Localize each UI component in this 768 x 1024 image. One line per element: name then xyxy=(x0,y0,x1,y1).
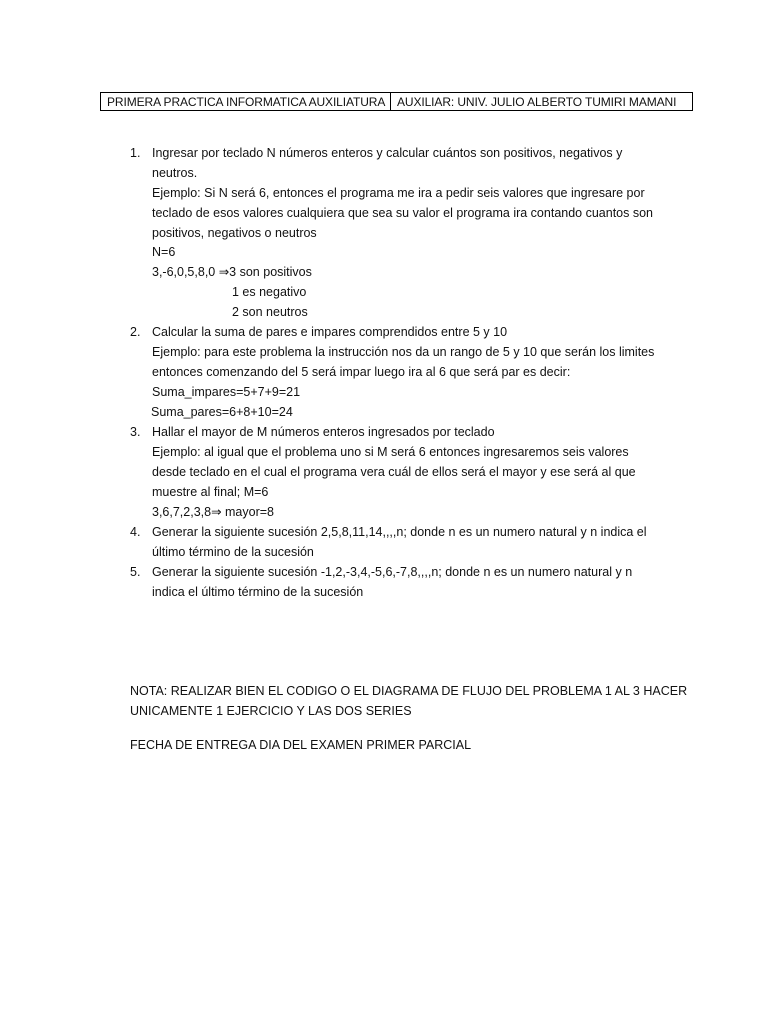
problem-line: N=6 xyxy=(152,245,176,259)
deadline-note: FECHA DE ENTREGA DIA DEL EXAMEN PRIMER PARCIAL xyxy=(130,738,472,752)
problem-number: 5. xyxy=(130,565,141,579)
problem-line: 1 es negativo xyxy=(232,285,307,299)
problem-line: Ejemplo: al igual que el problema uno si M será 6 entonces ingresaremos seis valores xyxy=(152,445,629,459)
problem-line: positivos, negativos o neutros xyxy=(152,226,317,240)
problem-line: Hallar el mayor de M números enteros ingresados por teclado xyxy=(152,425,495,439)
problem-line: desde teclado en el cual el programa vera cuál de ellos será el mayor y ese será al que xyxy=(152,465,636,479)
problem-line: indica el último término de la sucesión xyxy=(152,585,364,599)
course-title: PRIMERA PRACTICA INFORMATICA AUXILIATURA xyxy=(101,93,391,111)
problem-line: 3,6,7,2,3,8⇒ mayor=8 xyxy=(152,505,275,519)
problem-line: Ingresar por teclado N números enteros y calcular cuántos son positivos, negativos y xyxy=(152,146,623,160)
problem-line: neutros. xyxy=(152,166,198,180)
problem-number: 4. xyxy=(130,525,141,539)
problem-line: entonces comenzando del 5 será impar luego ira al 6 que será par es decir: xyxy=(152,365,571,379)
problem-line: 2 son neutros xyxy=(232,305,308,319)
problem-line: muestre al final; M=6 xyxy=(152,485,269,499)
header-row xyxy=(101,93,693,111)
problem-line: Suma_pares=6+8+10=24 xyxy=(151,405,293,419)
problem-number: 2. xyxy=(130,325,141,339)
problem-line: Generar la siguiente sucesión 2,5,8,11,14,,,,n; donde n es un numero natural y n indica el xyxy=(152,525,647,539)
problem-line: último término de la sucesión xyxy=(152,545,314,559)
header-table xyxy=(100,92,693,111)
problem-line: teclado de esos valores cualquiera que sea su valor el programa ira contando cuantos son xyxy=(152,206,654,220)
note-line-2: UNICAMENTE 1 EJERCICIO Y LAS DOS SERIES xyxy=(130,704,412,718)
problem-line: Ejemplo: Si N será 6, entonces el programa me ira a pedir seis valores que ingresare por xyxy=(152,186,645,200)
auxiliar-name: AUXILIAR: UNIV. JULIO ALBERTO TUMIRI MAMANI xyxy=(391,93,693,111)
problem-number: 3. xyxy=(130,425,141,439)
problem-line: Suma_impares=5+7+9=21 xyxy=(152,385,301,399)
problem-line: Calcular la suma de pares e impares comprendidos entre 5 y 10 xyxy=(152,325,508,339)
note-line-1: NOTA: REALIZAR BIEN EL CODIGO O EL DIAGRAMA DE FLUJO DEL PROBLEMA 1 AL 3 HACER xyxy=(130,684,688,698)
problem-line: Ejemplo: para este problema la instrucción nos da un rango de 5 y 10 que serán los limites xyxy=(152,345,655,359)
problem-line: 3,-6,0,5,8,0 ⇒3 son positivos xyxy=(152,265,312,279)
problem-line: Generar la siguiente sucesión -1,2,-3,4,-5,6,-7,8,,,,n; donde n es un numero natural y n xyxy=(152,565,633,579)
problem-number: 1. xyxy=(130,146,141,160)
